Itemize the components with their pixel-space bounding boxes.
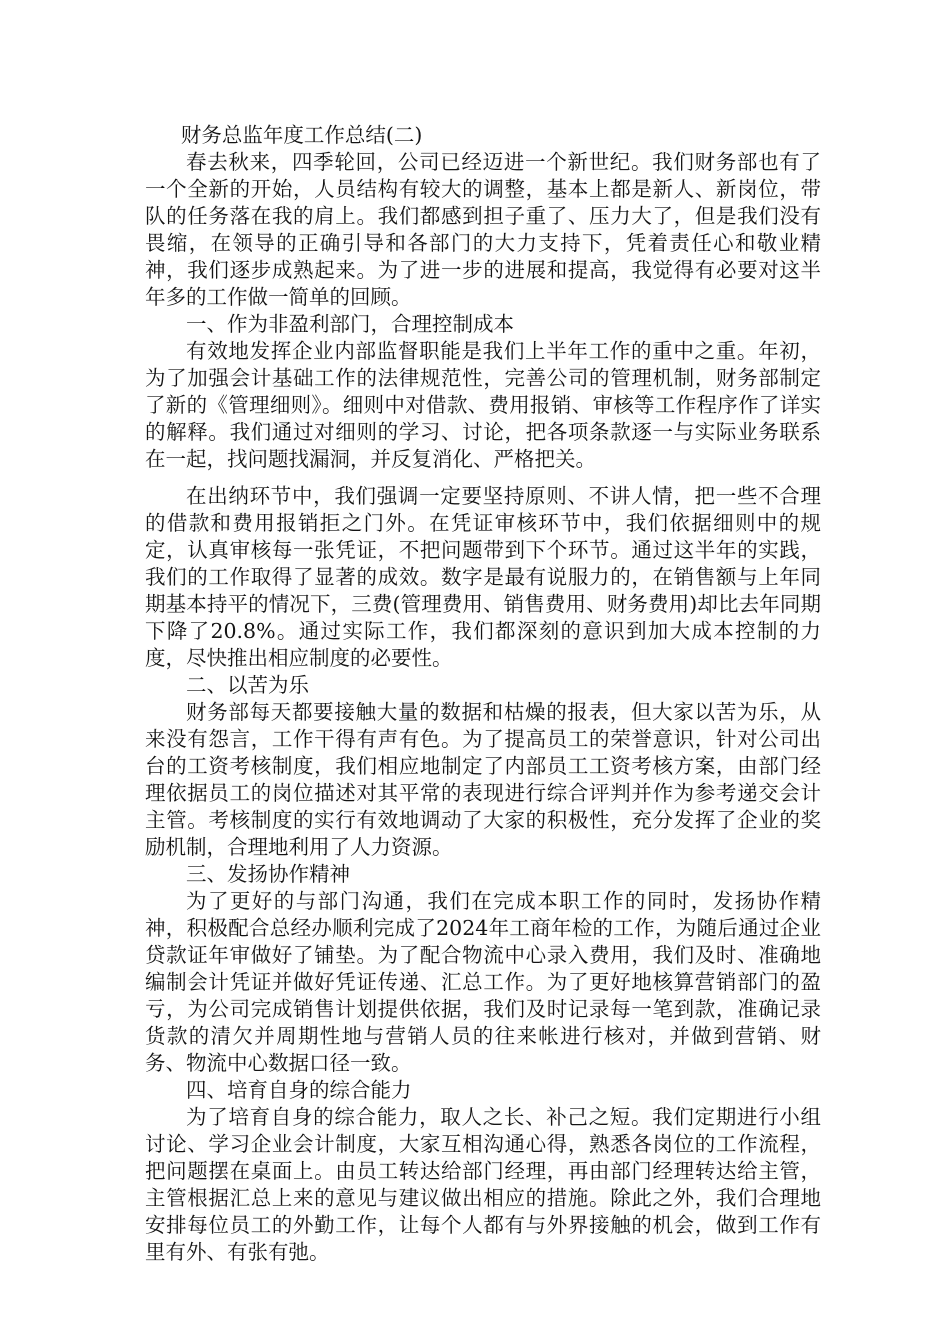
section-heading-2: 二、以苦为乐 [186, 673, 309, 697]
paragraph-cashier: 在出纳环节中，我们强调一定要坚持原则、不讲人情，把一些不合理的借款和费用报销拒之门外。在凭证审核环节中，我们依据细则中的规定，认真审核每一张凭证，不把问题带到下个环节。通过这半年的实践，我们的工作取得了显著的成效。数字是最有说服力的，在销售额与上年同期基本持平的情况下，三费(管理费用、销售费用、财务费用)却比去年同期下降了20.8%。通过实际工作，我们都深刻的意识到加大成本控制的力度，尽快推出相应制度的必要性。 [145, 484, 821, 670]
section-heading-4: 四、培育自身的综合能力 [186, 1078, 412, 1102]
section-heading-1: 一、作为非盈利部门，合理控制成本 [186, 312, 514, 336]
section-heading-3: 三、发扬协作精神 [186, 862, 350, 886]
paragraph-supervision: 有效地发挥企业内部监督职能是我们上半年工作的重中之重。年初，为了加强会计基础工作的法律规范性，完善公司的管理机制，财务部制定了新的《管理细则》。细则中对借款、费用报销、审核等工作程序作了详实的解释。我们通过对细则的学习、讨论，把各项条款逐一与实际业务联系在一起，找问题找漏洞，并反复消化、严格把关。 [145, 339, 821, 471]
document-title: 财务总监年度工作总结(二) [180, 123, 423, 147]
paragraph-cooperation: 为了更好的与部门沟通，我们在完成本职工作的同时，发扬协作精神，积极配合总经办顺利完成了2024年工商年检的工作，为随后通过企业贷款证年审做好了铺垫。为了配合物流中心录入费用，我们及时、准确地编制会计凭证并做好凭证传递、汇总工作。为了更好地核算营销部门的盈亏，为公司完成销售计划提供依据，我们及时记录每一笔到款，准确记录货款的清欠并周期性地与营销人员的往来帐进行核对，并做到营销、财务、物流中心数据口径一致。 [145, 889, 821, 1075]
paragraph-hardwork: 财务部每天都要接触大量的数据和枯燥的报表，但大家以苦为乐，从来没有怨言，工作干得有声有色。为了提高员工的荣誉意识，针对公司出台的工资考核制度，我们相应地制定了内部员工工资考核方案，由部门经理依据员工的岗位描述对其平常的表现进行综合评判并作为参考递交会计主管。考核制度的实行有效地调动了大家的积极性，充分发挥了企业的奖励机制，合理地利用了人力资源。 [145, 700, 821, 859]
paragraph-intro: 春去秋来，四季轮回，公司已经迈进一个新世纪。我们财务部也有了一个全新的开始，人员结构有较大的调整，基本上都是新人、新岗位，带队的任务落在我的肩上。我们都感到担子重了、压力大了，但是我们没有畏缩，在领导的正确引导和各部门的大力支持下，凭着责任心和敬业精神，我们逐步成熟起来。为了进一步的进展和提高，我觉得有必要对这半年多的工作做一简单的回顾。 [145, 150, 821, 309]
paragraph-ability: 为了培育自身的综合能力，取人之长、补己之短。我们定期进行小组讨论、学习企业会计制度，大家互相沟通心得，熟悉各岗位的工作流程，把问题摆在桌面上。由员工转达给部门经理，再由部门经理转达给主管，主管根据汇总上来的意见与建议做出相应的措施。除此之外，我们合理地安排每位员工的外勤工作，让每个人都有与外界接触的机会，做到工作有里有外、有张有弛。 [145, 1105, 821, 1264]
document-body [145, 122, 821, 1266]
